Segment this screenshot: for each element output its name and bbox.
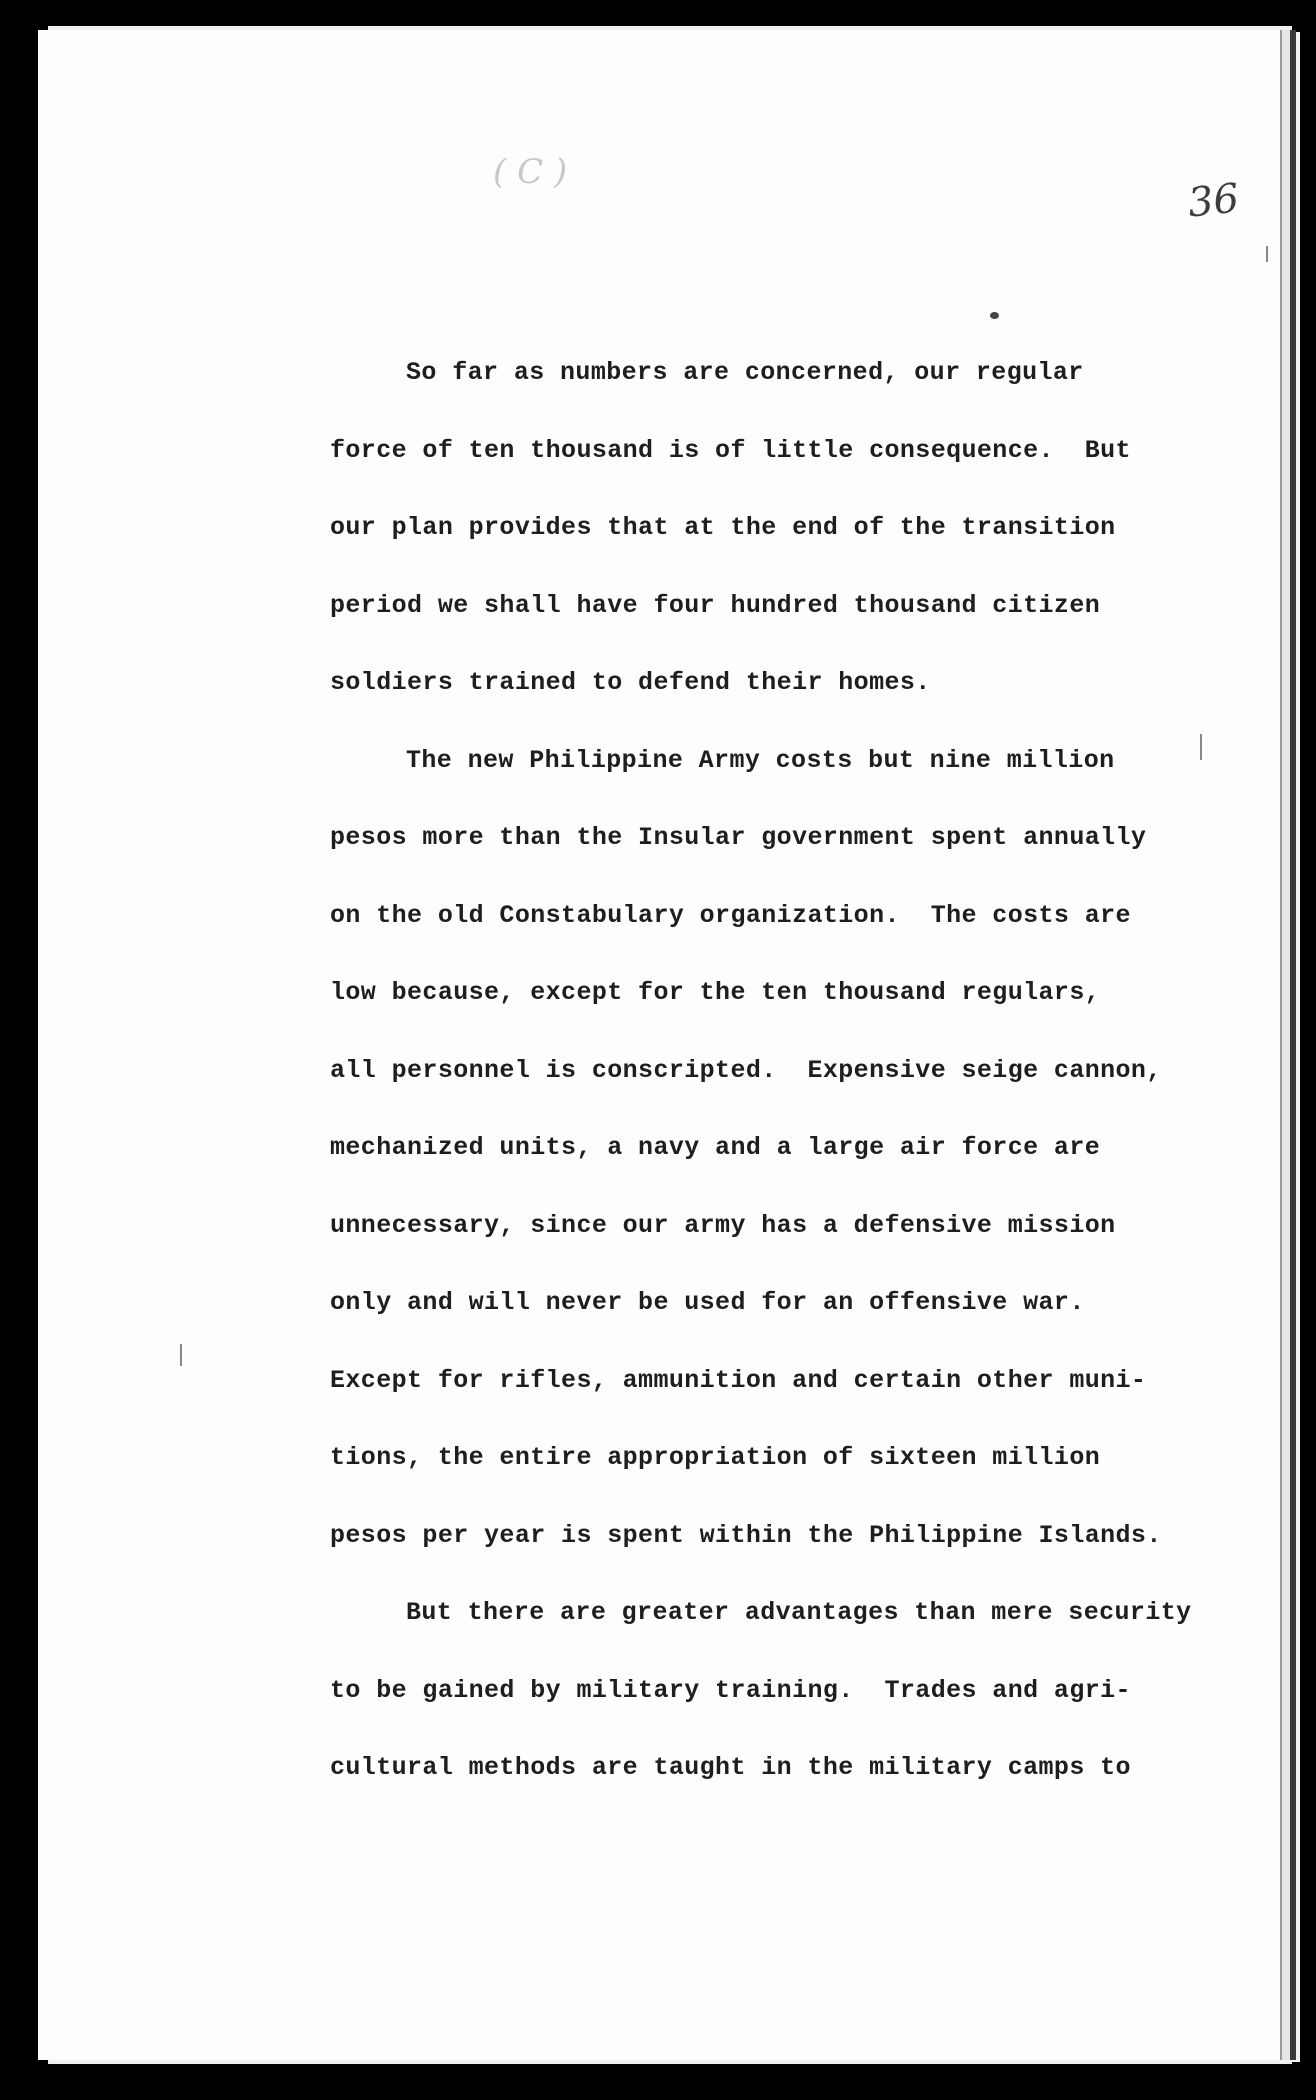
text-line: our plan provides that at the end of the transition [330, 513, 1116, 542]
paragraph-1 [330, 350, 1230, 738]
text-line: The new Philippine Army costs but nine million [406, 745, 1115, 775]
text-line: only and will never be used for an offensive war. [330, 1288, 1085, 1317]
text-line: pesos per year is spent within the Philippine Islands. [330, 1520, 1162, 1550]
margin-mark [180, 1344, 182, 1366]
margin-mark [1266, 246, 1268, 262]
text-line: pesos more than the Insular government spent annually [330, 823, 1147, 852]
text-line: soldiers trained to defend their homes. [330, 668, 931, 697]
text-line: So far as numbers are concerned, our regular [406, 358, 1084, 387]
text-line: tions, the entire appropriation of sixteen million [330, 1443, 1101, 1472]
handwritten-page-number: 36 [1185, 175, 1242, 227]
text-line: force of ten thousand is of little consequence. But [330, 435, 1131, 465]
paragraph-3 [330, 1590, 1230, 1823]
paragraph-2 [330, 738, 1230, 1591]
text-line: unnecessary, since our army has a defensive mission [330, 1210, 1116, 1240]
text-line: all personnel is conscripted. Expensive seige cannon, [330, 1055, 1162, 1085]
text-line: on the old Constabulary organization. The costs are [330, 900, 1131, 930]
text-line: period we shall have four hundred thousand citizen [330, 590, 1101, 620]
text-line: mechanized units, a navy and a large air force are [330, 1133, 1101, 1162]
text-line: Except for rifles, ammunition and certain other muni- [330, 1365, 1147, 1395]
text-line: But there are greater advantages than mere security [406, 1598, 1192, 1627]
pencil-annotation: ( C ) [493, 152, 568, 192]
text-line: low because, except for the ten thousand regulars, [330, 978, 1101, 1007]
document-page [38, 30, 1282, 2060]
ink-speck [990, 312, 999, 319]
text-line: to be gained by military training. Trades and agri- [330, 1675, 1131, 1705]
text-line: cultural methods are taught in the military camps to [330, 1753, 1131, 1782]
typed-text-body [330, 350, 1230, 1823]
